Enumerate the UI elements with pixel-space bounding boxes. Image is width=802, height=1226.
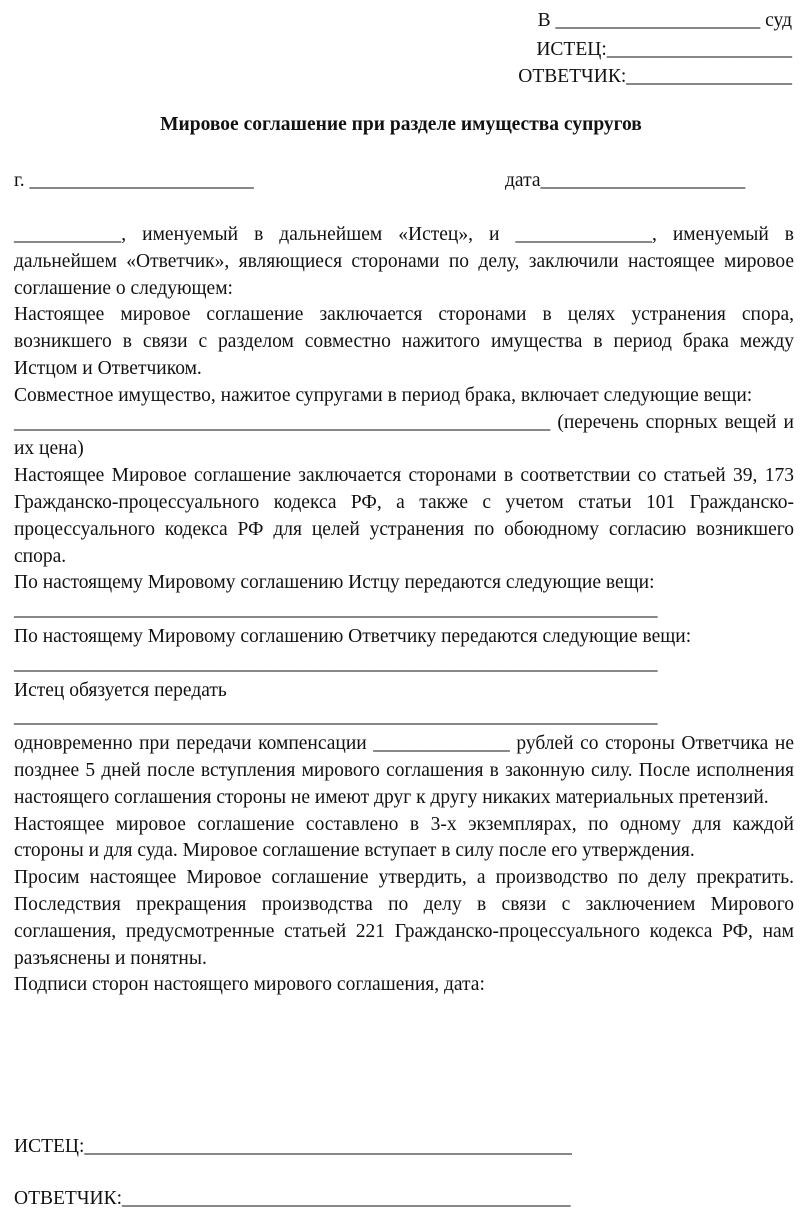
blank-line: __________________________________________________________________ (14, 599, 658, 621)
plaintiff-header-line: ИСТЕЦ:___________________ (536, 39, 792, 60)
paragraph-plaintiff-items: По настоящему Мировому соглашению Истцу передаются следующие вещи: (14, 572, 655, 594)
blank-line: __________________________________________________________________ (14, 652, 658, 674)
date-line: дата_____________________ (505, 170, 746, 191)
paragraph-defendant-items: По настоящему Мировому соглашению Ответчику передаются следующие вещи: (14, 625, 692, 647)
document-body (14, 222, 794, 999)
paragraph-plaintiff-obligation: Истец обязуется передать (14, 679, 227, 701)
defendant-header-line: ОТВЕТЧИК:_________________ (518, 66, 792, 87)
paragraph-compensation: одновременно при передачи компенсации ______________ рублей со стороны Ответчика не позднее 5 дней после вступления мирового соглашения в законную силу. После исполнения настоящего соглашения стороны не имеют друг к другу никаких материальных претензий. (14, 733, 794, 808)
paragraph-legal-basis: Настоящее Мировое соглашение заключается сторонами в соответствии со статьей 39, 173 Гражданско-процессуального кодекса РФ, а также с учетом статьи 101 Гражданско-процессуального кодекса РФ для целей устранения по обоюдному согласию возникшего спора. (14, 465, 794, 567)
paragraph-request: Просим настоящее Мировое соглашение утвердить, а производство по делу прекратить. Последствия прекращения производства по делу в связи с заключением Мирового соглашения, предусмотренные статьей 221 Гражданско-процессуального кодекса РФ, нам разъяснены и понятны. (14, 867, 794, 969)
paragraph-property-list: _______________________________________________________ (перечень спорных вещей и их цена) (14, 411, 794, 460)
blank-line: __________________________________________________________________ (14, 706, 658, 728)
paragraph-purpose: Настоящее мировое соглашение заключается сторонами в целях устранения спора, возникшего в связи с разделом совместно нажитого имущества в период брака между Истцом и Ответчиком. (14, 304, 794, 379)
paragraph-parties: ___________, именуемый в дальнейшем «Истец», и ______________, именуемый в дальнейшем «Ответчик», являющиеся сторонами по делу, заключили настоящее мировое соглашение о следующем: (14, 224, 794, 299)
paragraph-joint-property: Совместное имущество, нажитое супругами в период брака, включает следующие вещи: (14, 384, 753, 406)
paragraph-copies: Настоящее мировое соглашение составлено в 3-х экземплярах, по одному для каждой стороны и для суда. Мировое соглашение вступает в силу после его утверждения. (14, 813, 794, 862)
defendant-signature-line: ОТВЕТЧИК:______________________________________________ (14, 1188, 571, 1209)
paragraph-signatures-caption: Подписи сторон настоящего мирового соглашения, дата: (14, 974, 485, 996)
court-line: В _____________________ суд (537, 10, 792, 31)
plaintiff-signature-line: ИСТЕЦ:__________________________________________________ (14, 1136, 572, 1157)
document-title: Мировое соглашение при разделе имущества супругов (160, 114, 642, 135)
city-line: г. _______________________ (14, 170, 254, 191)
